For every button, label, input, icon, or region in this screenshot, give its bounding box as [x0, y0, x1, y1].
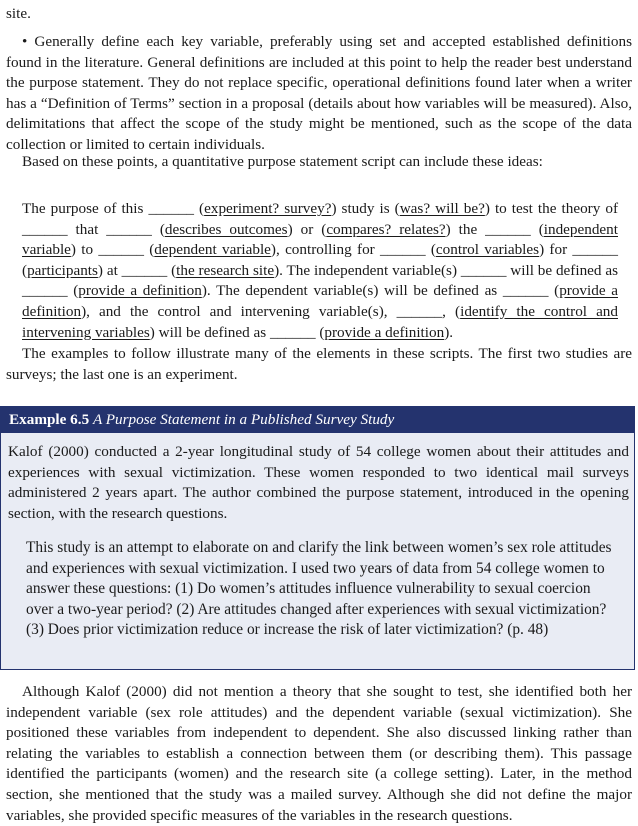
script-placeholder: the research site [176, 261, 275, 279]
example-header [1, 407, 634, 433]
script-text: ) to test the theory of ______ that ______ ( [22, 200, 619, 238]
script-placeholder: provide a definition [324, 323, 445, 341]
script-text: ) to ______ ( [70, 241, 155, 259]
script-placeholder: provide a definition [78, 282, 202, 300]
script-placeholder: compares? relates? [326, 220, 446, 238]
although-text: Although Kalof (2000) did not mention a theory that she sought to test, she identified both her independent variable (sex role attitudes) and the dependent variable (sexual victimization). She positioned these variables from independent to dependent. She also discussed linking rather than relating the variables to establish a connection between them (or describing them). This passage identified the participants (women) and the research site (a college setting). Later, in the method section, she mentioned that the study was a mailed survey. Although she did not define the major variables, she provided specific measures of the variables in the research questions. [6, 683, 632, 824]
example-number: Example 6.5 [9, 411, 90, 428]
script-placeholder: control variables [435, 241, 540, 259]
script-placeholder: experiment? survey? [204, 200, 332, 217]
script-placeholder: describes outcomes [164, 220, 288, 238]
script-text: ) for ______ ( [22, 241, 618, 279]
example-title: A Purpose Statement in a Published Survey Study [92, 411, 395, 428]
based-paragraph: Based on these points, a quantitative purpose statement script can include these ideas: [22, 153, 543, 170]
example-intro: Kalof (2000) conducted a 2-year longitudinal study of 54 college women about their attitudes and experiences with sexual victimization. These women responded to two identical mail surveys administered 2 years apart. The author combined the purpose statement, introduced in the opening section, with the research questions. [8, 443, 629, 522]
continued-text: site. [6, 5, 31, 22]
script-text: ) will be defined as ______ ( [149, 323, 325, 341]
script-placeholder: identify the control and intervening variables [22, 302, 618, 341]
script-placeholder: was? will be? [399, 200, 485, 217]
script-text: ), controlling for ______ ( [270, 241, 436, 259]
script-text: The purpose of this ______ ( [22, 200, 205, 217]
script-text: ) the ______ ( [445, 220, 544, 238]
script-text: ) study is ( [331, 200, 400, 217]
script-text: ) or ( [287, 220, 327, 238]
script-text: ). The independent variable(s) ______ will be defined as ______ ( [22, 261, 619, 300]
examples-text: The examples to follow illustrate many of the elements in these scripts. The first two studies are surveys; the last one is an experiment. [6, 345, 632, 383]
script-placeholder: dependent variable [154, 241, 271, 259]
script-text: ). The dependent variable(s) will be defined as ______ ( [201, 282, 560, 300]
example-box [0, 406, 635, 670]
script-text: ) at ______ ( [97, 261, 177, 279]
script-placeholder: provide a definition [22, 282, 618, 320]
definitions-text: • Generally define each key variable, preferably using set and accepted established definitions found in the literature. General definitions are included at this point to help the reader best understand the purpose statement. They do not replace specific, operational definitions found later when a writer has a “Definition of Terms” section in a proposal (details about how variables will be measured). Also, delimitations that affect the scope of the study might be mentioned, such as the scope of the data collection or limited to certain individuals. [6, 33, 632, 153]
definitions-paragraph [6, 32, 632, 156]
script-text: ), and the control and intervening variable(s), ______, ( [81, 302, 461, 320]
script-placeholder: participants [27, 261, 98, 279]
script-placeholder: independent variable [22, 220, 618, 259]
example-quote: This study is an attempt to elaborate on and clarify the link between women’s sex role attitudes and experiences with sexual victimization. I used two years of data from 54 college women to answer these questions: (1) Do women’s attitudes influence vulnerability to sexual coercion over a two-year period? (2) Are attitudes changed after experiences with sexual victimization? (3) Does prior victimization reduce or increase the risk of later victimization? (p. 48) [26, 539, 612, 639]
purpose-script [22, 199, 618, 343]
script-text: ). [444, 323, 454, 341]
although-paragraph [6, 682, 632, 826]
examples-paragraph [6, 344, 632, 385]
